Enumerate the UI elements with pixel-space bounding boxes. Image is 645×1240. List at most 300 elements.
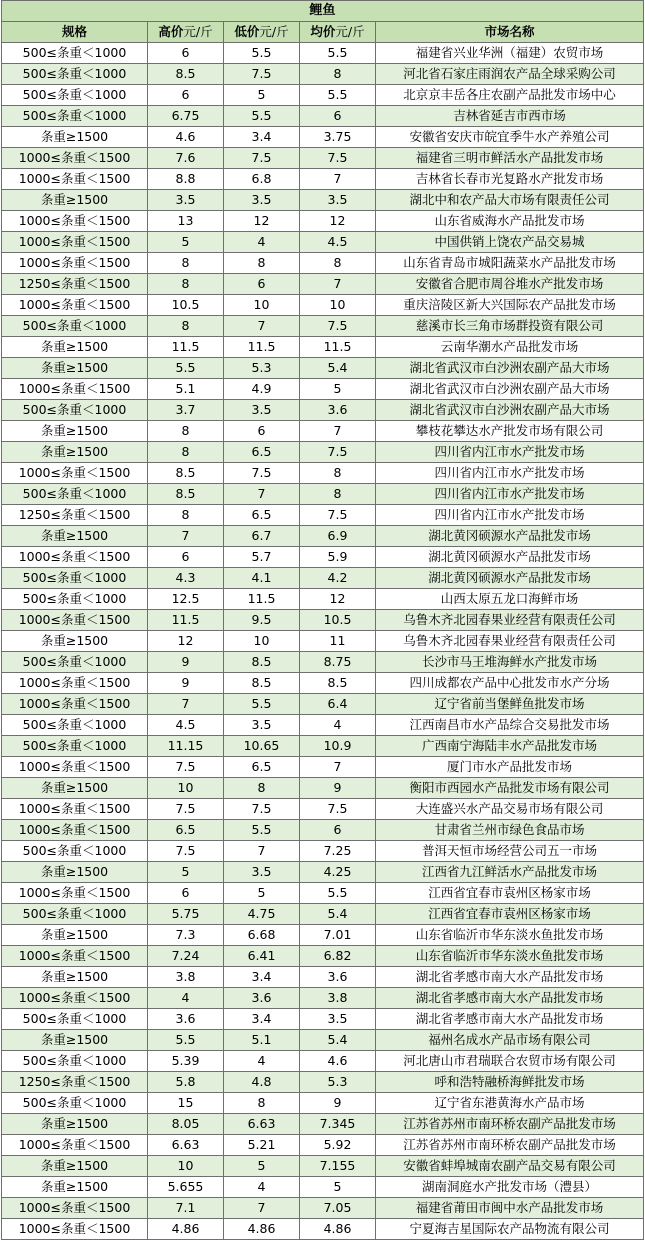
- cell-high-price: 5.39: [148, 1051, 224, 1072]
- cell-low-price: 5: [224, 883, 300, 904]
- cell-low-price: 5.5: [224, 820, 300, 841]
- cell-high-price: 7: [148, 526, 224, 547]
- cell-high-price: 8: [148, 253, 224, 274]
- cell-spec: 500≤条重＜1000: [2, 568, 148, 589]
- cell-high-price: 7.5: [148, 757, 224, 778]
- cell-low-price: 7: [224, 484, 300, 505]
- cell-high-price: 3.8: [148, 967, 224, 988]
- table-row: [2, 190, 644, 211]
- header-low-price: 低价元/斤: [224, 22, 300, 43]
- cell-avg-price: 5.5: [300, 85, 376, 106]
- table-row: [2, 85, 644, 106]
- cell-spec: 500≤条重＜1000: [2, 64, 148, 85]
- cell-low-price: 6: [224, 421, 300, 442]
- cell-high-price: 6: [148, 85, 224, 106]
- cell-low-price: 11.5: [224, 337, 300, 358]
- table-row: [2, 778, 644, 799]
- table-row: [2, 925, 644, 946]
- cell-market-name: 湖北省武汉市白沙洲农副产品大市场: [376, 379, 644, 400]
- cell-market-name: 福州名成水产品市场有限公司: [376, 1030, 644, 1051]
- cell-avg-price: 7.345: [300, 1114, 376, 1135]
- cell-avg-price: 5.5: [300, 883, 376, 904]
- table-row: [2, 316, 644, 337]
- table-row: [2, 568, 644, 589]
- cell-high-price: 3.6: [148, 1009, 224, 1030]
- cell-spec: 1000≤条重＜1500: [2, 1219, 148, 1240]
- table-row: [2, 1177, 644, 1198]
- cell-avg-price: 10: [300, 295, 376, 316]
- table-row: [2, 442, 644, 463]
- cell-avg-price: 8: [300, 253, 376, 274]
- header-market-name: 市场名称: [376, 22, 644, 43]
- cell-high-price: 6.63: [148, 1135, 224, 1156]
- cell-low-price: 4: [224, 232, 300, 253]
- cell-market-name: 河北唐山市君瑞联合农贸市场有限公司: [376, 1051, 644, 1072]
- cell-high-price: 10.5: [148, 295, 224, 316]
- table-row: [2, 463, 644, 484]
- table-row: [2, 1030, 644, 1051]
- cell-low-price: 6.5: [224, 505, 300, 526]
- table-row: [2, 547, 644, 568]
- cell-market-name: 江西省九江鲜活水产品批发市场: [376, 862, 644, 883]
- cell-avg-price: 4.6: [300, 1051, 376, 1072]
- cell-market-name: 四川省内江市水产批发市场: [376, 463, 644, 484]
- cell-avg-price: 5: [300, 379, 376, 400]
- table-row: [2, 1051, 644, 1072]
- cell-spec: 条重≥1500: [2, 127, 148, 148]
- cell-market-name: 安徽省合肥市周谷堆水产批发市场: [376, 274, 644, 295]
- cell-low-price: 3.6: [224, 988, 300, 1009]
- cell-avg-price: 7.5: [300, 316, 376, 337]
- cell-avg-price: 5: [300, 1177, 376, 1198]
- cell-high-price: 5.5: [148, 1030, 224, 1051]
- cell-low-price: 5.5: [224, 43, 300, 64]
- cell-high-price: 5.1: [148, 379, 224, 400]
- cell-low-price: 6.8: [224, 169, 300, 190]
- cell-high-price: 4: [148, 988, 224, 1009]
- cell-spec: 条重≥1500: [2, 631, 148, 652]
- cell-market-name: 吉林省延吉市西市场: [376, 106, 644, 127]
- cell-avg-price: 7: [300, 757, 376, 778]
- cell-market-name: 普洱天恒市场经营公司五一市场: [376, 841, 644, 862]
- cell-avg-price: 8.75: [300, 652, 376, 673]
- header-spec: 规格: [2, 22, 148, 43]
- table-row: [2, 862, 644, 883]
- cell-spec: 1000≤条重＜1500: [2, 148, 148, 169]
- cell-market-name: 江西省宜春市袁州区杨家市场: [376, 883, 644, 904]
- cell-market-name: 江西南昌市水产品综合交易批发市场: [376, 715, 644, 736]
- table-row: [2, 106, 644, 127]
- cell-market-name: 湖北省孝感市南大水产品批发市场: [376, 988, 644, 1009]
- cell-low-price: 5: [224, 85, 300, 106]
- table-row: [2, 652, 644, 673]
- cell-market-name: 广西南宁海陆丰水产品批发市场: [376, 736, 644, 757]
- cell-market-name: 衡阳市西园水产品批发市场有限公司: [376, 778, 644, 799]
- cell-high-price: 5.5: [148, 358, 224, 379]
- table-row: [2, 1219, 644, 1240]
- cell-high-price: 7.3: [148, 925, 224, 946]
- cell-market-name: 福建省莆田市闽中水产品批发市场: [376, 1198, 644, 1219]
- cell-avg-price: 3.6: [300, 967, 376, 988]
- cell-avg-price: 5.4: [300, 904, 376, 925]
- table-row: [2, 631, 644, 652]
- cell-low-price: 5: [224, 1156, 300, 1177]
- table-title-row: [2, 1, 644, 22]
- cell-low-price: 3.5: [224, 190, 300, 211]
- cell-avg-price: 6.9: [300, 526, 376, 547]
- cell-low-price: 4.1: [224, 568, 300, 589]
- cell-high-price: 5.75: [148, 904, 224, 925]
- cell-avg-price: 12: [300, 589, 376, 610]
- cell-spec: 条重≥1500: [2, 862, 148, 883]
- table-row: [2, 1135, 644, 1156]
- cell-low-price: 7: [224, 316, 300, 337]
- cell-market-name: 湖北黄冈硕源水产品批发市场: [376, 526, 644, 547]
- cell-market-name: 四川成都农产品中心批发市水产分场: [376, 673, 644, 694]
- cell-high-price: 13: [148, 211, 224, 232]
- cell-spec: 1000≤条重＜1500: [2, 883, 148, 904]
- cell-spec: 500≤条重＜1000: [2, 1093, 148, 1114]
- cell-avg-price: 4.25: [300, 862, 376, 883]
- cell-market-name: 云南华潮水产品批发市场: [376, 337, 644, 358]
- cell-high-price: 7: [148, 694, 224, 715]
- table-row: [2, 904, 644, 925]
- cell-low-price: 10: [224, 295, 300, 316]
- cell-avg-price: 11.5: [300, 337, 376, 358]
- cell-high-price: 8: [148, 316, 224, 337]
- cell-high-price: 8: [148, 442, 224, 463]
- cell-spec: 500≤条重＜1000: [2, 904, 148, 925]
- cell-low-price: 11.5: [224, 589, 300, 610]
- cell-avg-price: 8: [300, 64, 376, 85]
- cell-low-price: 6.5: [224, 442, 300, 463]
- table-row: [2, 799, 644, 820]
- cell-spec: 500≤条重＜1000: [2, 652, 148, 673]
- cell-high-price: 6.75: [148, 106, 224, 127]
- table-row: [2, 1093, 644, 1114]
- cell-market-name: 北京京丰岳各庄农副产品批发市场中心: [376, 85, 644, 106]
- cell-market-name: 湖南洞庭水产批发市场（澧县）: [376, 1177, 644, 1198]
- cell-high-price: 5.8: [148, 1072, 224, 1093]
- cell-low-price: 12: [224, 211, 300, 232]
- cell-market-name: 山东省临沂市华东淡水鱼批发市场: [376, 946, 644, 967]
- cell-spec: 1250≤条重＜1500: [2, 505, 148, 526]
- cell-high-price: 5: [148, 862, 224, 883]
- table-row: [2, 988, 644, 1009]
- cell-avg-price: 7.155: [300, 1156, 376, 1177]
- cell-low-price: 3.4: [224, 1009, 300, 1030]
- cell-spec: 1000≤条重＜1500: [2, 295, 148, 316]
- cell-spec: 条重≥1500: [2, 1177, 148, 1198]
- cell-spec: 条重≥1500: [2, 778, 148, 799]
- cell-market-name: 湖北省孝感市南大水产品批发市场: [376, 967, 644, 988]
- cell-spec: 条重≥1500: [2, 1156, 148, 1177]
- table-row: [2, 274, 644, 295]
- cell-market-name: 厦门市水产品批发市场: [376, 757, 644, 778]
- cell-high-price: 6: [148, 43, 224, 64]
- cell-avg-price: 8: [300, 484, 376, 505]
- cell-low-price: 4.75: [224, 904, 300, 925]
- cell-avg-price: 5.4: [300, 1030, 376, 1051]
- table-row: [2, 484, 644, 505]
- cell-avg-price: 5.4: [300, 358, 376, 379]
- table-header-row: [2, 22, 644, 43]
- cell-low-price: 4.86: [224, 1219, 300, 1240]
- cell-market-name: 四川省内江市水产批发市场: [376, 484, 644, 505]
- cell-high-price: 11.15: [148, 736, 224, 757]
- cell-avg-price: 4.2: [300, 568, 376, 589]
- cell-low-price: 5.7: [224, 547, 300, 568]
- cell-avg-price: 7: [300, 169, 376, 190]
- cell-market-name: 四川省内江市水产批发市场: [376, 442, 644, 463]
- cell-avg-price: 4.5: [300, 232, 376, 253]
- cell-spec: 500≤条重＜1000: [2, 316, 148, 337]
- table-row: [2, 841, 644, 862]
- table-row: [2, 610, 644, 631]
- cell-low-price: 3.5: [224, 715, 300, 736]
- cell-spec: 500≤条重＜1000: [2, 484, 148, 505]
- cell-spec: 条重≥1500: [2, 1114, 148, 1135]
- cell-market-name: 湖北省孝感市南大水产品批发市场: [376, 1009, 644, 1030]
- header-avg-price: 均价元/斤: [300, 22, 376, 43]
- cell-spec: 1000≤条重＜1500: [2, 232, 148, 253]
- table-row: [2, 295, 644, 316]
- cell-market-name: 慈溪市长三角市场群投资有限公司: [376, 316, 644, 337]
- cell-low-price: 5.3: [224, 358, 300, 379]
- cell-spec: 条重≥1500: [2, 925, 148, 946]
- cell-spec: 1000≤条重＜1500: [2, 1198, 148, 1219]
- table-row: [2, 379, 644, 400]
- cell-market-name: 乌鲁木齐北园春果业经营有限责任公司: [376, 610, 644, 631]
- cell-low-price: 7: [224, 1198, 300, 1219]
- table-row: [2, 148, 644, 169]
- table-row: [2, 64, 644, 85]
- cell-avg-price: 6: [300, 820, 376, 841]
- cell-low-price: 8: [224, 253, 300, 274]
- cell-low-price: 5.21: [224, 1135, 300, 1156]
- cell-spec: 1000≤条重＜1500: [2, 463, 148, 484]
- cell-low-price: 3.4: [224, 127, 300, 148]
- cell-spec: 500≤条重＜1000: [2, 589, 148, 610]
- table-row: [2, 1198, 644, 1219]
- cell-low-price: 10: [224, 631, 300, 652]
- cell-avg-price: 10.9: [300, 736, 376, 757]
- cell-low-price: 7.5: [224, 64, 300, 85]
- cell-low-price: 3.5: [224, 862, 300, 883]
- cell-high-price: 12: [148, 631, 224, 652]
- cell-low-price: 7.5: [224, 463, 300, 484]
- cell-avg-price: 7: [300, 421, 376, 442]
- cell-spec: 1000≤条重＜1500: [2, 1135, 148, 1156]
- cell-spec: 500≤条重＜1000: [2, 43, 148, 64]
- cell-avg-price: 7.25: [300, 841, 376, 862]
- cell-high-price: 10: [148, 778, 224, 799]
- cell-low-price: 4.9: [224, 379, 300, 400]
- table-row: [2, 715, 644, 736]
- cell-market-name: 四川省内江市水产批发市场: [376, 505, 644, 526]
- cell-high-price: 11.5: [148, 610, 224, 631]
- cell-avg-price: 4.86: [300, 1219, 376, 1240]
- cell-market-name: 吉林省长春市光复路水产批发市场: [376, 169, 644, 190]
- cell-market-name: 山东省威海水产品批发市场: [376, 211, 644, 232]
- cell-spec: 500≤条重＜1000: [2, 715, 148, 736]
- cell-spec: 500≤条重＜1000: [2, 736, 148, 757]
- cell-spec: 条重≥1500: [2, 190, 148, 211]
- cell-low-price: 6: [224, 274, 300, 295]
- cell-spec: 1000≤条重＜1500: [2, 946, 148, 967]
- cell-market-name: 辽宁省东港黄海水产品市场: [376, 1093, 644, 1114]
- cell-market-name: 湖北黄冈硕源水产品批发市场: [376, 547, 644, 568]
- cell-avg-price: 6.82: [300, 946, 376, 967]
- cell-spec: 500≤条重＜1000: [2, 400, 148, 421]
- cell-avg-price: 3.8: [300, 988, 376, 1009]
- table-row: [2, 1072, 644, 1093]
- cell-high-price: 8: [148, 505, 224, 526]
- cell-high-price: 8: [148, 274, 224, 295]
- cell-low-price: 9.5: [224, 610, 300, 631]
- cell-spec: 500≤条重＜1000: [2, 85, 148, 106]
- cell-low-price: 5.1: [224, 1030, 300, 1051]
- cell-avg-price: 3.5: [300, 1009, 376, 1030]
- cell-spec: 1000≤条重＜1500: [2, 757, 148, 778]
- cell-high-price: 8: [148, 421, 224, 442]
- cell-low-price: 7: [224, 841, 300, 862]
- cell-avg-price: 3.75: [300, 127, 376, 148]
- cell-avg-price: 5.5: [300, 43, 376, 64]
- table-row: [2, 169, 644, 190]
- cell-spec: 1250≤条重＜1500: [2, 1072, 148, 1093]
- table-title: 鲤鱼: [2, 1, 644, 22]
- table-row: [2, 505, 644, 526]
- cell-avg-price: 7.01: [300, 925, 376, 946]
- table-row: [2, 946, 644, 967]
- table-row: [2, 967, 644, 988]
- carp-price-table: [1, 0, 644, 1240]
- cell-high-price: 3.5: [148, 190, 224, 211]
- cell-spec: 条重≥1500: [2, 358, 148, 379]
- cell-spec: 500≤条重＜1000: [2, 106, 148, 127]
- cell-avg-price: 7.5: [300, 442, 376, 463]
- table-row: [2, 400, 644, 421]
- cell-market-name: 山东省临沂市华东淡水鱼批发市场: [376, 925, 644, 946]
- cell-market-name: 安徽省蚌埠城南农副产品交易有限公司: [376, 1156, 644, 1177]
- cell-low-price: 5.5: [224, 694, 300, 715]
- table-row: [2, 421, 644, 442]
- cell-low-price: 8.5: [224, 652, 300, 673]
- table-row: [2, 253, 644, 274]
- cell-low-price: 6.68: [224, 925, 300, 946]
- cell-high-price: 9: [148, 673, 224, 694]
- cell-spec: 条重≥1500: [2, 1030, 148, 1051]
- table-row: [2, 589, 644, 610]
- cell-avg-price: 3.5: [300, 190, 376, 211]
- cell-spec: 500≤条重＜1000: [2, 1009, 148, 1030]
- cell-low-price: 8: [224, 1093, 300, 1114]
- cell-low-price: 6.5: [224, 757, 300, 778]
- table-row: [2, 883, 644, 904]
- cell-high-price: 6: [148, 547, 224, 568]
- cell-market-name: 重庆涪陵区新大兴国际农产品批发市场: [376, 295, 644, 316]
- cell-spec: 500≤条重＜1000: [2, 1051, 148, 1072]
- cell-spec: 1000≤条重＜1500: [2, 610, 148, 631]
- cell-market-name: 乌鲁木齐北园春果业经营有限责任公司: [376, 631, 644, 652]
- table-row: [2, 526, 644, 547]
- cell-avg-price: 4: [300, 715, 376, 736]
- cell-low-price: 10.65: [224, 736, 300, 757]
- cell-high-price: 12.5: [148, 589, 224, 610]
- cell-spec: 1000≤条重＜1500: [2, 253, 148, 274]
- cell-avg-price: 7.5: [300, 799, 376, 820]
- cell-high-price: 5.655: [148, 1177, 224, 1198]
- cell-high-price: 7.5: [148, 799, 224, 820]
- cell-market-name: 辽宁省前当堡鲜鱼批发市场: [376, 694, 644, 715]
- cell-high-price: 4.86: [148, 1219, 224, 1240]
- table-row: [2, 1156, 644, 1177]
- table-row: [2, 1114, 644, 1135]
- cell-spec: 1000≤条重＜1500: [2, 820, 148, 841]
- cell-market-name: 攀枝花攀达水产批发市场有限公司: [376, 421, 644, 442]
- cell-avg-price: 8: [300, 463, 376, 484]
- cell-high-price: 7.5: [148, 841, 224, 862]
- cell-spec: 条重≥1500: [2, 337, 148, 358]
- table-row: [2, 358, 644, 379]
- cell-market-name: 福建省三明市鲜活水产品批发市场: [376, 148, 644, 169]
- cell-spec: 1000≤条重＜1500: [2, 799, 148, 820]
- cell-high-price: 6: [148, 883, 224, 904]
- cell-low-price: 4: [224, 1051, 300, 1072]
- table-row: [2, 337, 644, 358]
- cell-avg-price: 5.3: [300, 1072, 376, 1093]
- cell-market-name: 湖北省武汉市白沙洲农副产品大市场: [376, 400, 644, 421]
- cell-market-name: 安徽省安庆市皖宜季牛水产养殖公司: [376, 127, 644, 148]
- table-row: [2, 211, 644, 232]
- table-row: [2, 673, 644, 694]
- cell-avg-price: 7.5: [300, 505, 376, 526]
- cell-high-price: 7.1: [148, 1198, 224, 1219]
- cell-high-price: 8.5: [148, 484, 224, 505]
- cell-spec: 1000≤条重＜1500: [2, 169, 148, 190]
- cell-high-price: 8.5: [148, 64, 224, 85]
- cell-market-name: 河北省石家庄雨润农产品全球采购公司: [376, 64, 644, 85]
- cell-market-name: 江苏省苏州市南环桥农副产品批发市场: [376, 1114, 644, 1135]
- cell-high-price: 5: [148, 232, 224, 253]
- cell-spec: 500≤条重＜1000: [2, 841, 148, 862]
- cell-low-price: 8: [224, 778, 300, 799]
- cell-market-name: 呼和浩特融桥海鲜批发市场: [376, 1072, 644, 1093]
- cell-avg-price: 5.9: [300, 547, 376, 568]
- table-row: [2, 1009, 644, 1030]
- cell-spec: 条重≥1500: [2, 421, 148, 442]
- cell-spec: 1000≤条重＜1500: [2, 379, 148, 400]
- cell-spec: 1250≤条重＜1500: [2, 274, 148, 295]
- cell-low-price: 4.8: [224, 1072, 300, 1093]
- cell-low-price: 7.5: [224, 148, 300, 169]
- cell-low-price: 6.41: [224, 946, 300, 967]
- cell-avg-price: 7: [300, 274, 376, 295]
- cell-spec: 1000≤条重＜1500: [2, 547, 148, 568]
- cell-spec: 条重≥1500: [2, 442, 148, 463]
- cell-market-name: 湖北省武汉市白沙洲农副产品大市场: [376, 358, 644, 379]
- cell-market-name: 中国供销上饶农产品交易城: [376, 232, 644, 253]
- cell-avg-price: 7.05: [300, 1198, 376, 1219]
- cell-high-price: 3.7: [148, 400, 224, 421]
- cell-avg-price: 8.5: [300, 673, 376, 694]
- cell-market-name: 大连盛兴水产品交易市场有限公司: [376, 799, 644, 820]
- cell-spec: 1000≤条重＜1500: [2, 988, 148, 1009]
- cell-low-price: 6.7: [224, 526, 300, 547]
- cell-spec: 条重≥1500: [2, 526, 148, 547]
- cell-market-name: 湖北黄冈硕源水产品批发市场: [376, 568, 644, 589]
